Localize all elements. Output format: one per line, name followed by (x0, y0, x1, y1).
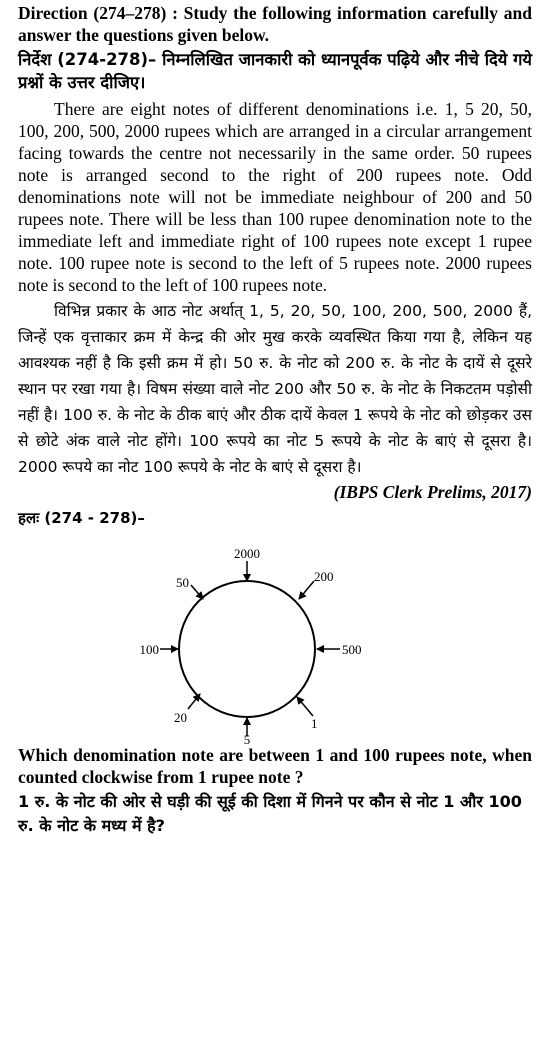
label-20: 20 (174, 710, 187, 725)
passage-hindi: विभिन्न प्रकार के आठ नोट अर्थात् 1, 5, 20, 50, 100, 200, 500, 2000 हैं, जिन्हें एक वृत्ताकार क्रम में केन्द्र की ओर मुख करके व्यवस्थित किया गया है, लेकिन यह आवश्यक नहीं है कि इसी क्रम में हो। 50 रु. के नोट को 200 रु. के नोट के दायें से दूसरे स्थान पर रखा गया है। विषम संख्या वाले नोट 200 और 50 रु. के नोट के निकटतम पड़ोसी नहीं है। 100 रु. के नोट के ठीक बाएं और ठीक दायें केवल 1 रूपये के नोट को छोड़कर उस से छोटे अंक वाले नोट होंगे। 100 रूपये का नोट 5 रूपये के नोट के बाएं से दूसरा है। 2000 रूपये का नोट 100 रूपये के नोट के बाएं से दूसरा है। (18, 302, 532, 476)
circular-arrangement-svg (18, 529, 532, 744)
question-page (0, 2, 550, 1056)
arrow-1 (297, 697, 313, 716)
passage-english: There are eight notes of different denominations i.e. 1, 5 20, 50, 100, 200, 500, 2000 rupees which are arranged in a circular arrangement facing towards the centre not necessarily in the same order. 50 rupees note is arranged second to the right of 200 rupees note. Odd denominations note will not be immediate neighbour of 200 and 50 rupees note. There will be less than 100 rupee denomination note to the immediate left and immediate right of 100 rupees note except 1 rupee note. 100 rupee note is second to the left of 5 rupees note. 2000 rupees note is second to the left of 100 rupees note. (18, 99, 532, 295)
arrow-200 (299, 581, 314, 599)
question-english: Which denomination note are between 1 and 100 rupees note, when counted clockwise from 1 rupee note ? (18, 745, 532, 787)
label-50: 50 (176, 575, 189, 590)
label-200: 200 (314, 569, 334, 584)
arrow-50 (191, 585, 203, 599)
label-100: 100 (139, 642, 159, 657)
direction-english: Direction (274–278) : Study the following information carefully and answer the questions given below. (18, 3, 532, 45)
label-500: 500 (342, 642, 362, 657)
seating-diagram (18, 529, 532, 744)
label-1: 1 (311, 716, 318, 731)
arrangement-circle (179, 581, 315, 717)
exam-source: (IBPS Clerk Prelims, 2017) (333, 482, 532, 502)
question-hindi: 1 रु. के नोट की ओर से घड़ी की सूई की दिशा में गिनने पर कौन से नोट 1 और 100 रु. के नोट के मध्य में है? (18, 792, 522, 835)
label-5: 5 (243, 732, 251, 744)
arrow-20 (188, 694, 200, 709)
solution-label: हलः (274 - 278)– (18, 509, 145, 527)
direction-hindi: निर्देश (274-278)– निम्नलिखित जानकारी को ध्यानपूर्वक पढ़िये और नीचे दिये गये प्रश्नों के उत्तर दीजिए। (18, 50, 532, 92)
label-2000: 2000 (234, 546, 260, 561)
